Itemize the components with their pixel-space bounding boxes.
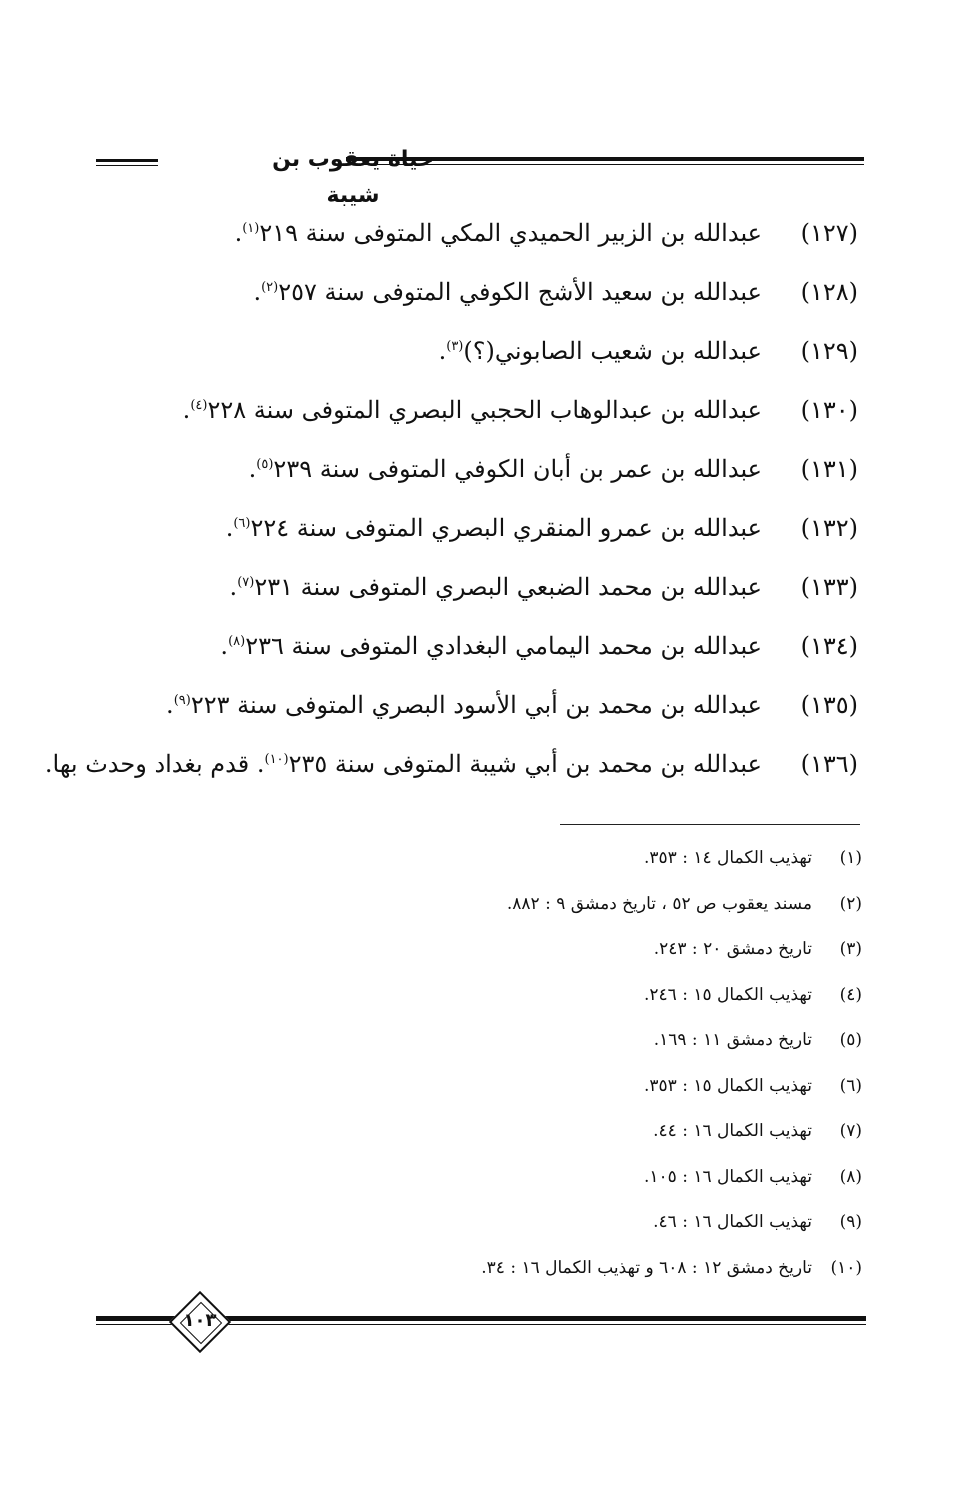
entry-text: عبدالله بن الزبير الحميدي المكي المتوفى سنة ٢١٩	[259, 219, 762, 247]
list-item	[98, 625, 858, 684]
list-item	[98, 330, 858, 389]
footnote-text: تاريخ دمشق ١١ : ١٦٩.	[653, 1030, 812, 1050]
entry-number: (١٢٩)	[800, 337, 858, 365]
entry-text: عبدالله بن محمد بن أبي الأسود البصري المتوفى سنة ٢٢٣	[190, 691, 762, 719]
entry-text: عبدالله بن شعيب الصابوني(؟)	[463, 337, 762, 365]
footnote	[302, 1252, 862, 1298]
entry-list	[44, 212, 858, 802]
footnote-text: تاريخ دمشق ٢٠ : ٢٤٣.	[653, 939, 812, 959]
footnote	[302, 979, 862, 1025]
footnote	[302, 1024, 862, 1070]
footnote	[302, 888, 862, 934]
entry-number: (١٣٠)	[800, 396, 858, 424]
footnote-ref: (٤)	[190, 398, 208, 413]
list-item	[44, 743, 858, 802]
list-item	[98, 448, 858, 507]
footnote-ref: (٦)	[233, 516, 251, 531]
header-rule-left	[96, 159, 158, 162]
footnote-text: تهذيب الكمال ١٦ : ١٠٥.	[644, 1166, 812, 1187]
footnote-number: (٨)	[839, 1166, 862, 1187]
entry-text: عبدالله بن عبدالوهاب الحجبي البصري المتوفى سنة ٢٢٨	[207, 396, 762, 424]
footnote	[302, 1161, 862, 1207]
entry-number: (١٢٧)	[800, 219, 858, 247]
footnote-text: تهذيب الكمال ١٥ : ٢٤٦.	[644, 984, 812, 1005]
entry-text: عبدالله بن محمد اليمامي البغدادي المتوفى سنة ٢٣٦	[245, 632, 762, 660]
entry-number: (١٢٨)	[800, 278, 858, 306]
list-item	[98, 212, 858, 271]
entry-tail: .	[225, 514, 234, 542]
footnote-ref: (٨)	[228, 634, 246, 649]
entry-tail: .	[248, 455, 257, 483]
footnote-text: تهذيب الكمال ١٦ : ٤٤.	[653, 1121, 812, 1141]
entry-tail: .	[438, 337, 447, 365]
entry-tail: .	[229, 573, 238, 601]
entry-number: (١٣٥)	[800, 691, 858, 719]
footnote-list	[302, 842, 862, 1297]
entry-number: (١٣٣)	[800, 573, 858, 601]
entry-tail: .	[166, 691, 174, 719]
footnote	[302, 1206, 862, 1252]
footnote-text: مسند يعقوب ص ٥٢ ، تاريخ دمشق ٩ : ٨٨٢.	[506, 893, 812, 914]
entry-number: (١٣٦)	[800, 750, 858, 778]
footnote-number: (٩)	[839, 1212, 862, 1232]
page-number: ١٠٣	[183, 1310, 217, 1331]
entry-tail: . قدم بغداد وحدث بها.	[44, 750, 265, 778]
footnote-number: (٧)	[839, 1121, 862, 1141]
footnote-ref: (٥)	[256, 457, 274, 472]
footnote-ref: (٧)	[237, 575, 255, 590]
footnote-number: (٢)	[839, 893, 862, 914]
entry-number: (١٣١)	[800, 455, 858, 483]
running-header	[96, 142, 864, 208]
footnote-text: تهذيب الكمال ١٦ : ٤٦.	[653, 1212, 812, 1232]
footnote-number: (٣)	[839, 939, 862, 959]
entry-text: عبدالله بن محمد بن أبي شيبة المتوفى سنة ٢٣٥	[288, 750, 762, 778]
footnote-number: (٦)	[839, 1075, 862, 1096]
entry-tail: .	[182, 396, 191, 424]
footnote-number: (١٠)	[830, 1257, 862, 1278]
entry-text: عبدالله بن عمرو المنقري البصري المتوفى سنة ٢٢٤	[250, 514, 762, 542]
entry-tail: .	[220, 632, 229, 660]
footnote-ref: (٢)	[261, 280, 279, 295]
entry-text: عبدالله بن عمر بن أبان الكوفي المتوفى سنة ٢٣٩	[273, 455, 762, 483]
footnote-text: تهذيب الكمال ١٥ : ٣٥٣.	[644, 1075, 812, 1096]
entry-text: عبدالله بن محمد الضبعي البصري المتوفى سنة ٢٣١	[254, 573, 762, 601]
list-item	[98, 566, 858, 625]
footnote	[302, 1070, 862, 1116]
header-title: حياة يعقوب بن شيبة	[272, 147, 434, 208]
header-rule-left-thin	[96, 165, 158, 166]
footnote	[302, 842, 862, 888]
footnote-text: تاريخ دمشق ١٢ : ٦٠٨ و تهذيب الكمال ١٦ : ٣٤.	[481, 1257, 812, 1278]
footnote-separator	[560, 824, 860, 825]
footnote	[302, 933, 862, 979]
footnote-number: (١)	[839, 848, 862, 868]
footnote-ref: (٣)	[446, 339, 464, 354]
list-item	[98, 389, 858, 448]
entry-tail: .	[234, 219, 243, 247]
footnote-number: (٥)	[839, 1030, 862, 1050]
footnote-ref: (١)	[242, 221, 260, 236]
entry-tail: .	[253, 278, 262, 306]
entry-number: (١٣٢)	[800, 514, 858, 542]
list-item	[98, 271, 858, 330]
list-item	[98, 507, 858, 566]
footnote-text: تهذيب الكمال ١٤ : ٣٥٣.	[644, 848, 812, 868]
page-footer	[96, 1296, 866, 1366]
footnote-number: (٤)	[839, 984, 862, 1005]
footnote-ref: (٩)	[173, 693, 191, 708]
footnote	[302, 1115, 862, 1161]
entry-number: (١٣٤)	[800, 632, 858, 660]
footnote-ref: (١٠)	[264, 752, 289, 767]
list-item	[98, 684, 858, 743]
entry-text: عبدالله بن سعيد الأشج الكوفي المتوفى سنة ٢٥٧	[278, 278, 762, 306]
